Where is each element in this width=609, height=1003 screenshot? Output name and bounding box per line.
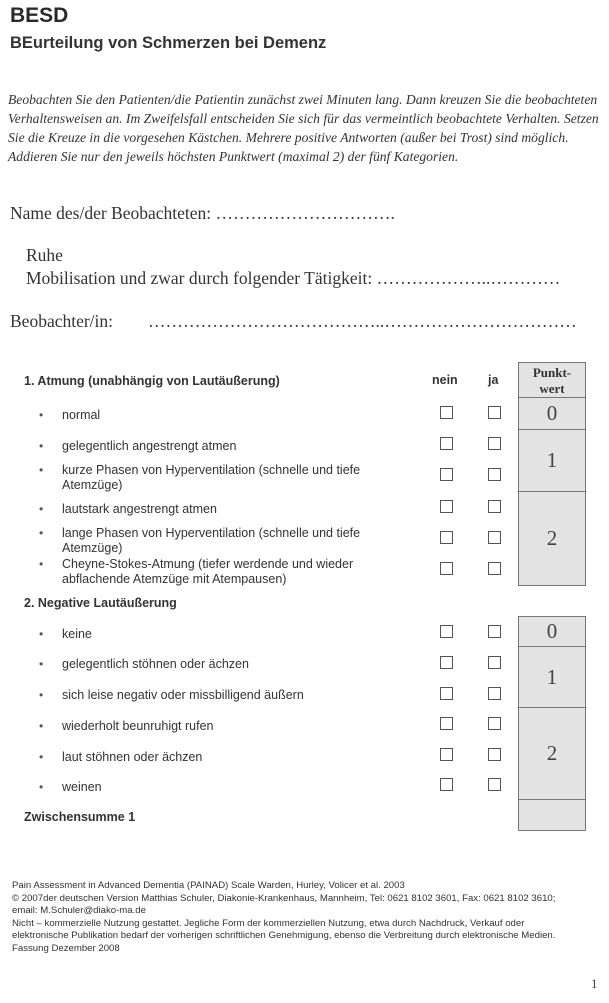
bullet-icon: • xyxy=(39,627,44,641)
s2-rufen-nein-checkbox[interactable] xyxy=(440,717,453,730)
bullet-icon: • xyxy=(39,719,44,733)
s2-score-1: 1 xyxy=(518,646,586,708)
footer-source: Pain Assessment in Advanced Dementia (PAINAD) Scale Warden, Hurley, Volicer et al. 2003 xyxy=(12,880,405,891)
bullet-icon: • xyxy=(39,408,44,422)
s2-gelegentlich-ja-checkbox[interactable] xyxy=(488,656,501,669)
section-2-title: 2. Negative Lautäußerung xyxy=(24,596,177,610)
s2-leise-ja-checkbox[interactable] xyxy=(488,687,501,700)
bullet-icon: • xyxy=(39,502,44,516)
s2-laut-nein-checkbox[interactable] xyxy=(440,748,453,761)
rest-option: Ruhe xyxy=(26,245,63,265)
footer-copyright: © 2007der deutschen Version Matthias Schuler, Diakonie-Krankenhaus, Mannheim, Tel: 0621 8102 3601, Fax: 0621 8102 3610; email: M.Schuler@diako-ma.de xyxy=(12,892,556,916)
subtotal-field[interactable] xyxy=(518,799,586,831)
document-title: BESD xyxy=(10,4,69,27)
s2-keine-ja-checkbox[interactable] xyxy=(488,625,501,638)
punktwert-line2: wert xyxy=(539,381,565,396)
s2-score-0: 0 xyxy=(518,616,586,647)
s1-score-1: 1 xyxy=(518,429,586,492)
s1-lange-ja-checkbox[interactable] xyxy=(488,531,501,544)
page-number: 1 xyxy=(591,976,598,991)
section-1-title: 1. Atmung (unabhängig von Lautäußerung) xyxy=(24,374,280,388)
column-nein: nein xyxy=(432,373,458,387)
s2-item-rufen: wiederholt beunruhigt rufen xyxy=(62,719,214,733)
subtotal-label: Zwischensumme 1 xyxy=(24,810,136,824)
bullet-icon: • xyxy=(39,439,44,453)
bullet-icon: • xyxy=(39,657,44,671)
footer-version: Fassung Dezember 2008 xyxy=(12,942,120,954)
bullet-icon: • xyxy=(39,750,44,764)
footer-usage: Nicht – kommerzielle Nutzung gestattet. Jegliche Form der kommerziellen Nutzung, etwa durch Nachdruck, Verkauf oder elektronische Publikation bedarf der vorherigen schriftlichen Genehmigung, ebenso die Verbreitung durch elektronische Medien. xyxy=(12,917,556,941)
punktwert-line1: Punkt- xyxy=(532,365,572,380)
instructions-text: Beobachten Sie den Patienten/die Patientin zunächst zwei Minuten lang. Dann kreuzen Sie die beobachteten Verhaltensweisen an. Im Zweifelsfall entscheiden Sie sich für das vermeintlich beobachtete Verhalten. Setzen Sie die Kreuze in die vorgesehen Kästchen. Mehrere positive Antworten (außer bei Trost) sind möglich. Addieren Sie nur den jeweils höchsten Punktwert (maximal 2) der fünf Kategorien. xyxy=(8,92,599,164)
s1-normal-ja-checkbox[interactable] xyxy=(488,406,501,419)
column-punktwert xyxy=(518,362,586,398)
s2-item-keine: keine xyxy=(62,627,92,641)
s1-item-lange-hyperventilation: lange Phasen von Hyperventilation (schnelle und tiefe Atemzüge) xyxy=(62,526,361,555)
s1-item-kurze-hyperventilation: kurze Phasen von Hyperventilation (schnelle und tiefe Atemzüge) xyxy=(62,463,361,492)
s2-rufen-ja-checkbox[interactable] xyxy=(488,717,501,730)
s2-weinen-nein-checkbox[interactable] xyxy=(440,778,453,791)
s1-item-cheyne-stokes: Cheyne-Stokes-Atmung (tiefer werdende und wieder abflachende Atemzüge mit Atempausen) xyxy=(62,557,354,586)
s1-gelegentlich-nein-checkbox[interactable] xyxy=(440,437,453,450)
s2-keine-nein-checkbox[interactable] xyxy=(440,625,453,638)
s1-score-2: 2 xyxy=(518,491,586,586)
s2-item-leise-negativ: sich leise negativ oder missbilligend äußern xyxy=(62,688,304,702)
observer-dots: …………………………………..…………………………… xyxy=(148,311,577,331)
s1-kurze-ja-checkbox[interactable] xyxy=(488,468,501,481)
s2-item-gelegentlich: gelegentlich stöhnen oder ächzen xyxy=(62,657,249,671)
s1-item-normal: normal xyxy=(62,408,101,422)
observer-label: Beobachter/in: xyxy=(10,311,114,331)
s1-lange-nein-checkbox[interactable] xyxy=(440,531,453,544)
bullet-icon: • xyxy=(39,463,44,477)
bullet-icon: • xyxy=(39,526,44,540)
s2-item-laut-stoehnen: laut stöhnen oder ächzen xyxy=(62,750,203,764)
s1-cheyne-ja-checkbox[interactable] xyxy=(488,562,501,575)
s2-gelegentlich-nein-checkbox[interactable] xyxy=(440,656,453,669)
s1-lautstark-ja-checkbox[interactable] xyxy=(488,500,501,513)
footer xyxy=(12,880,582,955)
bullet-icon: • xyxy=(39,688,44,702)
s2-leise-nein-checkbox[interactable] xyxy=(440,687,453,700)
s2-score-2: 2 xyxy=(518,707,586,800)
s1-cheyne-nein-checkbox[interactable] xyxy=(440,562,453,575)
column-ja: ja xyxy=(488,373,499,387)
document-subtitle: BEurteilung von Schmerzen bei Demenz xyxy=(10,34,327,52)
bullet-icon: • xyxy=(39,557,44,571)
s1-score-0: 0 xyxy=(518,397,586,430)
s1-item-gelegentlich: gelegentlich angestrengt atmen xyxy=(62,439,237,453)
s1-item-lautstark: lautstark angestrengt atmen xyxy=(62,502,217,516)
patient-name-field: Name des/der Beobachteten: …………………………. xyxy=(10,203,395,223)
bullet-icon: • xyxy=(39,780,44,794)
s1-normal-nein-checkbox[interactable] xyxy=(440,406,453,419)
mobilisation-field: Mobilisation und zwar durch folgender Tätigkeit: ………………..………… xyxy=(26,268,561,288)
s2-laut-ja-checkbox[interactable] xyxy=(488,748,501,761)
s1-kurze-nein-checkbox[interactable] xyxy=(440,468,453,481)
s2-weinen-ja-checkbox[interactable] xyxy=(488,778,501,791)
s1-lautstark-nein-checkbox[interactable] xyxy=(440,500,453,513)
s2-item-weinen: weinen xyxy=(62,780,102,794)
s1-gelegentlich-ja-checkbox[interactable] xyxy=(488,437,501,450)
